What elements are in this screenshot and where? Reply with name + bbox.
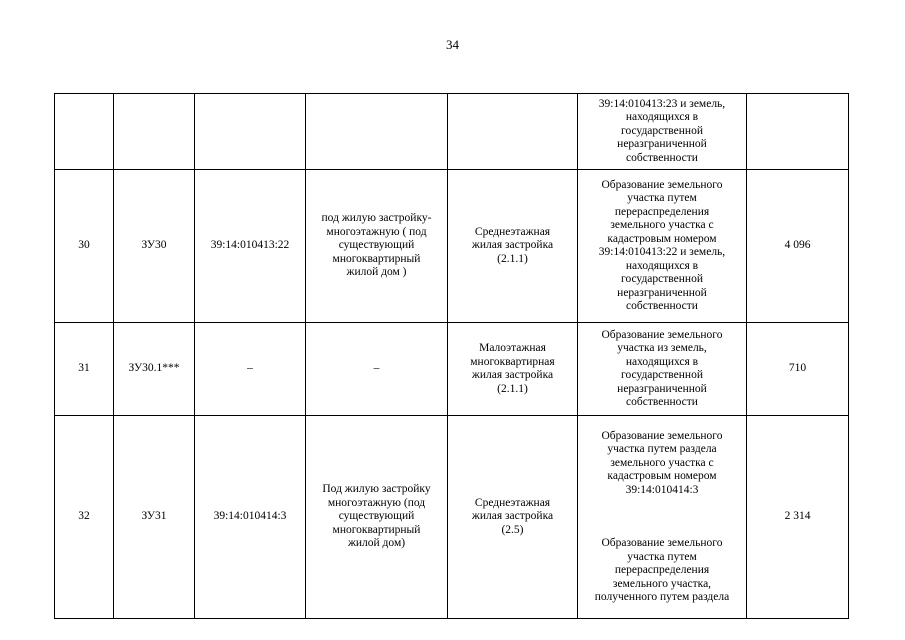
use-type-cell: Среднеэтажная жилая застройка (2.1.1)	[448, 170, 578, 323]
use-type-cell: Среднеэтажная жилая застройка (2.5)	[448, 416, 578, 619]
plot-designation-cell: ЗУ31	[114, 416, 195, 619]
formation-method-cell: Образование земельного участка из земель, находящихся в государственной неразграниченной собственности	[578, 323, 747, 416]
cadastral-number-cell: 39:14:010414:3	[195, 416, 306, 619]
plot-designation-cell	[114, 94, 195, 170]
formation-method-cell: 39:14:010413:23 и земель, находящихся в государственной неразграниченной собственности	[578, 94, 747, 170]
cadastral-number-cell	[195, 94, 306, 170]
formation-method-paragraph: Образование земельного участка путем раздела земельного участка с кадастровым номером 39:14:010414:3	[601, 429, 723, 496]
area-cell: 4 096	[747, 170, 849, 323]
formation-method-cell	[578, 416, 747, 619]
row-number-cell	[55, 94, 114, 170]
area-cell: 710	[747, 323, 849, 416]
permitted-purpose-cell: –	[306, 323, 448, 416]
plot-designation-cell: ЗУ30.1***	[114, 323, 195, 416]
row-number-cell: 30	[55, 170, 114, 323]
table-row	[55, 170, 849, 323]
row-number-cell: 32	[55, 416, 114, 619]
area-cell	[747, 94, 849, 170]
permitted-purpose-cell	[306, 94, 448, 170]
row-number-cell: 31	[55, 323, 114, 416]
table-row	[55, 94, 849, 170]
permitted-purpose-cell: под жилую застройку- многоэтажную ( под существующий многоквартирный жилой дом )	[306, 170, 448, 323]
table-row	[55, 323, 849, 416]
cadastral-number-cell: –	[195, 323, 306, 416]
page-number: 34	[446, 37, 459, 52]
cadastral-number-cell: 39:14:010413:22	[195, 170, 306, 323]
table-row	[55, 416, 849, 619]
formation-method-paragraph: Образование земельного участка путем перераспределения земельного участка, полученного путем раздела	[594, 537, 730, 603]
land-plots-table	[54, 93, 849, 619]
use-type-cell	[448, 94, 578, 170]
area-cell: 2 314	[747, 416, 849, 619]
paragraph-gap	[581, 511, 743, 524]
permitted-purpose-cell: Под жилую застройку многоэтажную (под существующий многоквартирный жилой дом)	[306, 416, 448, 619]
use-type-cell: Малоэтажная многоквартирная жилая застройка (2.1.1)	[448, 323, 578, 416]
formation-method-cell: Образование земельного участка путем перераспределения земельного участка с кадастровым номером 39:14:010413:22 и земель, находящихся в государственной неразграниченной собственности	[578, 170, 747, 323]
plot-designation-cell: ЗУ30	[114, 170, 195, 323]
